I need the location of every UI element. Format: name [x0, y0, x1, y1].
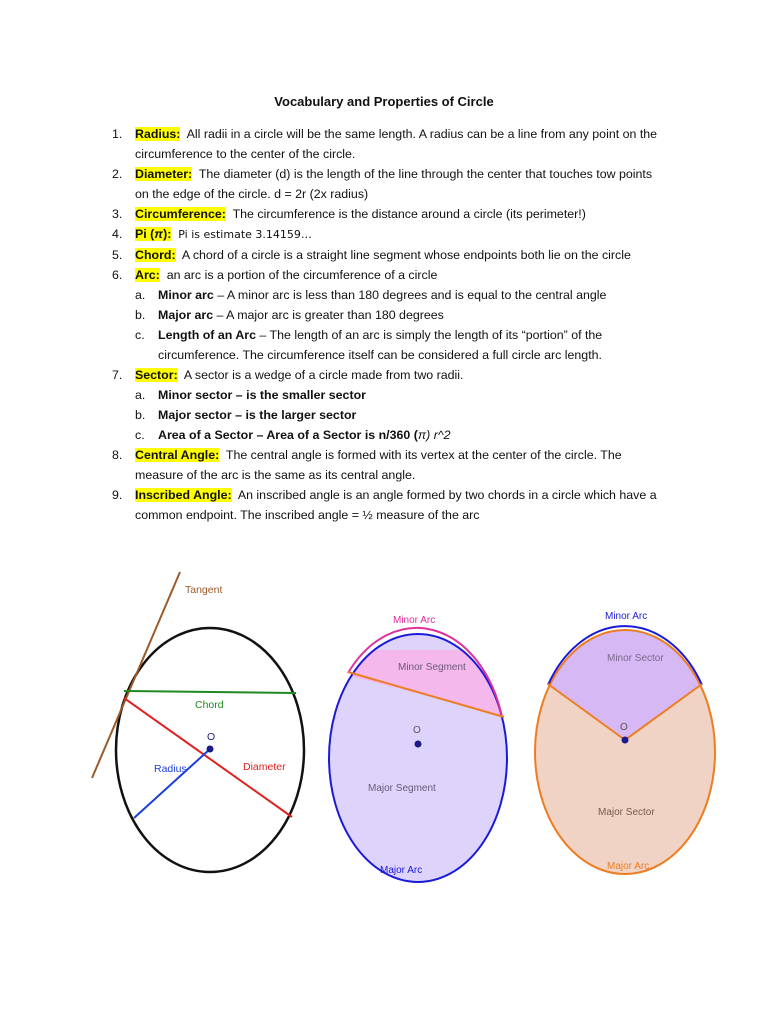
pi-symbol: π [154, 227, 164, 241]
tangent-line [92, 572, 180, 778]
list-item-diameter [112, 164, 682, 204]
list-item-sector [112, 365, 682, 445]
sub-letter: c. [135, 328, 145, 342]
definition-line: The diameter (d) is the length of the line through the center that touches tow points [198, 167, 653, 181]
sub-text: circumference. The circumference itself can be considered a full circle arc length. [158, 348, 602, 362]
major-segment-label: Major Segment [368, 783, 436, 794]
definition-line: A sector is a wedge of a circle made from two radii. [183, 368, 464, 382]
sub-text: – A major arc is greater than 180 degrees [213, 308, 444, 322]
sub-letter: b. [135, 408, 146, 422]
sub-item [135, 325, 682, 365]
sub-text: – is the smaller sector [232, 388, 366, 402]
term-diameter: Diameter: [135, 167, 193, 181]
chord-line [124, 691, 296, 693]
center-point [622, 737, 629, 744]
minor-arc-label: Minor Arc [605, 611, 648, 622]
term-arc: Arc: [135, 268, 160, 282]
term-pi [135, 227, 171, 241]
term-circumference: Circumference: [135, 207, 226, 221]
sub-letter: a. [135, 288, 146, 302]
sub-term: Minor arc [158, 288, 214, 302]
diameter-label: Diameter [243, 761, 286, 773]
term-chord: Chord: [135, 248, 176, 262]
sub-term: Length of an Arc [158, 328, 256, 342]
major-arc-label: Major Arc [607, 861, 650, 872]
center-point [207, 746, 214, 753]
item-number: 8. [112, 448, 123, 462]
tangent-label: Tangent [185, 584, 223, 596]
diagram-sectors [530, 611, 730, 890]
term-central-angle: Central Angle: [135, 448, 220, 462]
sub-letter: b. [135, 308, 146, 322]
term-pi-suffix: ): [163, 227, 172, 241]
sub-text: – is the larger sector [231, 408, 357, 422]
center-label: O [413, 725, 421, 736]
sub-item [135, 305, 682, 325]
item-number: 7. [112, 368, 123, 382]
sub-letter: a. [135, 388, 146, 402]
term-inscribed-angle: Inscribed Angle: [135, 488, 232, 502]
minor-arc-label: Minor Arc [393, 615, 436, 626]
sub-item [135, 385, 682, 405]
minor-segment-label: Minor Segment [398, 662, 466, 673]
list-item-chord [112, 245, 682, 265]
sub-term: Area of a Sector [158, 428, 254, 442]
term-radius: Radius: [135, 127, 181, 141]
radius-label: Radius [154, 763, 187, 775]
sub-text: ) r^2 [426, 428, 451, 442]
sub-item [135, 285, 682, 305]
chord-label: Chord [195, 699, 224, 711]
pi-symbol: π [417, 428, 427, 442]
sub-text: – The length of an arc is simply the length of its “portion” of the [255, 328, 603, 342]
list-item-circumference [112, 204, 682, 224]
diagram-segments [320, 615, 520, 900]
sub-item [135, 425, 682, 445]
circle-diagrams [0, 560, 768, 900]
item-number: 6. [112, 268, 123, 282]
definition-line: The circumference is the distance around a circle (its perimeter!) [232, 207, 586, 221]
center-label: O [207, 731, 216, 743]
item-number: 2. [112, 167, 123, 181]
list-item-arc [112, 265, 682, 365]
definition-line: Pi is estimate 3.14159… [178, 228, 312, 241]
item-number: 5. [112, 248, 123, 262]
item-number: 3. [112, 207, 123, 221]
sub-text: – A minor arc is less than 180 degrees and is equal to the central angle [213, 288, 607, 302]
definition-line: an arc is a portion of the circumference of a circle [166, 268, 438, 282]
definition-line: A chord of a circle is a straight line segment whose endpoints both lie on the circle [181, 248, 631, 262]
sub-term: Minor sector [158, 388, 233, 402]
item-number: 9. [112, 488, 123, 502]
item-number: 4. [112, 227, 123, 241]
radius-line [134, 749, 210, 818]
sub-item [135, 405, 682, 425]
definition-line: All radii in a circle will be the same length. A radius can be a line from any point on the [186, 127, 658, 141]
item-number: 1. [112, 127, 123, 141]
sub-term: Major sector [158, 408, 232, 422]
list-item-pi [112, 224, 682, 245]
list-item-central-angle [112, 445, 682, 485]
major-sector-label: Major Sector [598, 807, 655, 818]
minor-sector-label: Minor Sector [607, 653, 664, 664]
major-arc-label: Major Arc [380, 865, 423, 876]
list-item-inscribed-angle [112, 485, 682, 525]
center-point [415, 741, 422, 748]
page-title: Vocabulary and Properties of Circle [274, 94, 494, 109]
center-label: O [620, 722, 628, 733]
definition-line: An inscribed angle is an angle formed by two chords in a circle which have a [237, 488, 657, 502]
definition-line: The central angle is formed with its vertex at the center of the circle. The [225, 448, 622, 462]
sub-text: – Area of a Sector is n/360 ( [253, 428, 418, 442]
term-sector: Sector: [135, 368, 178, 382]
definition-line: circumference to the center of the circle. [135, 147, 356, 161]
vocabulary-list [112, 124, 682, 525]
definition-line: common endpoint. The inscribed angle = ½ measure of the arc [135, 508, 480, 522]
diagram-tangent-chord-radius [92, 572, 304, 872]
sub-term: Major arc [158, 308, 214, 322]
sub-letter: c. [135, 428, 145, 442]
definition-line: on the edge of the circle. d = 2r (2x radius) [135, 187, 369, 201]
term-pi-prefix: Pi ( [135, 227, 155, 241]
diameter-line [124, 698, 292, 817]
definition-line: measure of the arc is the same as its central angle. [135, 468, 416, 482]
list-item-radius [112, 124, 682, 164]
